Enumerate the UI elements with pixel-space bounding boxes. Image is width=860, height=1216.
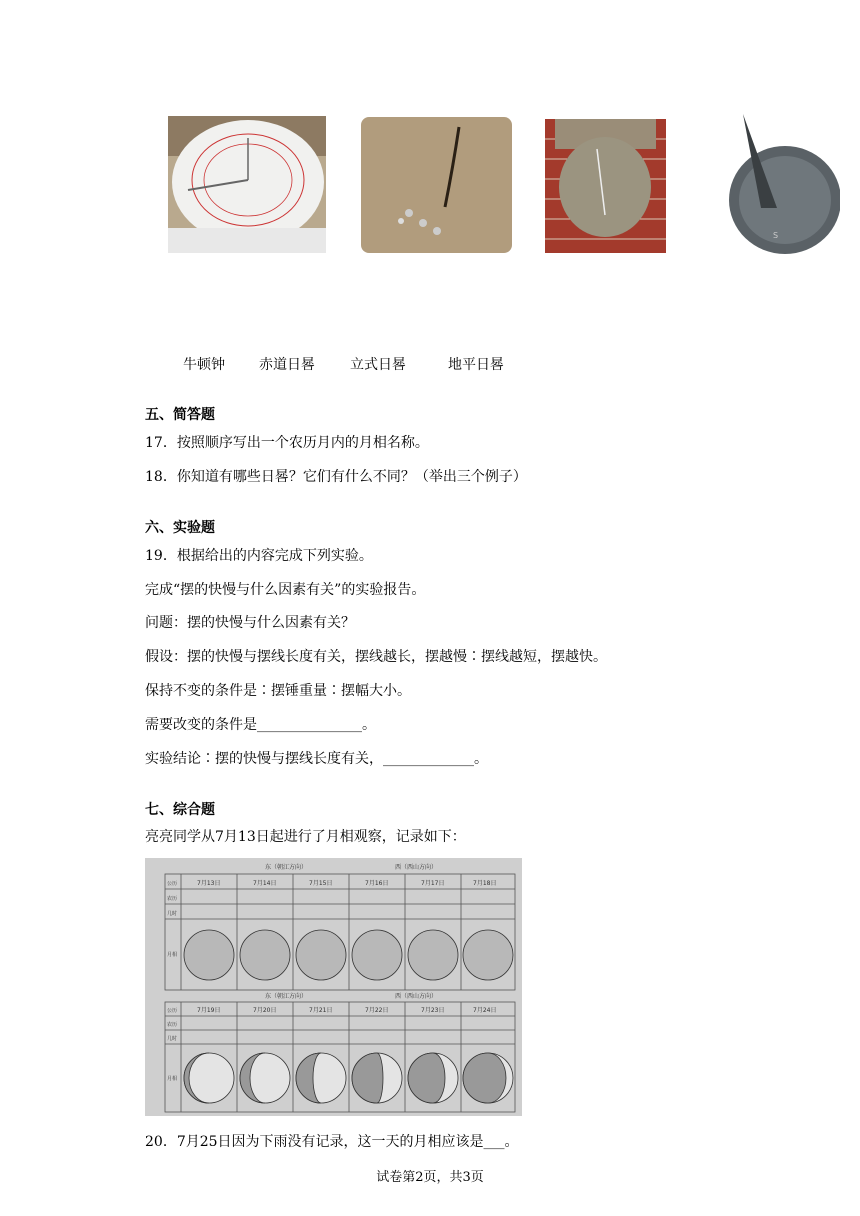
experiment-hypothesis: 假设：摆的快慢与摆线长度有关，摆线越长，摆越慢∶摆线越短，摆越快。 — [145, 649, 607, 665]
section5-heading: 五、简答题 — [145, 407, 215, 423]
experiment-conclusion: 实验结论∶摆的快慢与摆线长度有关，_____________。 — [145, 751, 488, 767]
direction-east-top: 东（朝江方向） — [265, 864, 308, 871]
section7-heading: 七、综合题 — [145, 802, 215, 818]
moon-observation-intro: 亮亮同学从7月13日起进行了月相观察，记录如下： — [145, 829, 466, 845]
vertical-sundial-photo — [545, 119, 666, 253]
page-footer: 试卷第2页，共3页 — [376, 1170, 484, 1185]
row-label-phase-2: 月相 — [167, 1076, 178, 1082]
row-label-gregorian: 公历 — [167, 881, 178, 887]
date-top-2: 7月14日 — [253, 880, 277, 887]
date-bottom-6: 7月24日 — [473, 1007, 497, 1014]
date-top-3: 7月15日 — [309, 880, 333, 887]
svg-text:S: S — [773, 231, 779, 240]
experiment-variable: 需要改变的条件是_______________。 — [145, 717, 376, 733]
caption-vertical-sundial: 立式日晷 — [350, 357, 406, 373]
direction-west-bottom: 西（西山方向） — [395, 993, 438, 1000]
question-19: 19．根据给出的内容完成下列实验。 — [145, 548, 373, 564]
equatorial-sundial-photo — [361, 117, 512, 253]
row-label-time: 几时 — [167, 911, 178, 917]
section6-heading: 六、实验题 — [145, 520, 215, 536]
direction-west-top: 西（西山方向） — [395, 864, 438, 871]
caption-newton-clock: 牛顿钟 — [183, 357, 225, 373]
row-label-gregorian-2: 公历 — [167, 1008, 178, 1014]
question-20: 20．7月25日因为下雨没有记录，这一天的月相应该是___。 — [145, 1134, 519, 1150]
horizontal-sundial-photo — [715, 110, 840, 256]
experiment-constants: 保持不变的条件是∶摆锤重量∶摆幅大小。 — [145, 683, 411, 699]
date-top-4: 7月16日 — [365, 880, 389, 887]
row-label-time-2: 几时 — [167, 1036, 178, 1042]
date-bottom-5: 7月23日 — [421, 1007, 445, 1014]
date-top-5: 7月17日 — [421, 880, 445, 887]
caption-equatorial-sundial: 赤道日晷 — [259, 357, 315, 373]
row-label-phase: 月相 — [167, 952, 178, 958]
date-bottom-3: 7月21日 — [309, 1007, 333, 1014]
moon-record-sheet — [145, 858, 522, 1116]
question-18: 18．你知道有哪些日晷？它们有什么不同？（举出三个例子） — [145, 469, 527, 485]
date-bottom-4: 7月22日 — [365, 1007, 389, 1014]
question-17: 17．按照顺序写出一个农历月内的月相名称。 — [145, 435, 429, 451]
date-top-6: 7月18日 — [473, 880, 497, 887]
row-label-lunar-2: 农历 — [167, 1022, 178, 1028]
direction-east-bottom: 东（朝江方向） — [265, 993, 308, 1000]
date-top-1: 7月13日 — [197, 880, 221, 887]
caption-horizontal-sundial: 地平日晷 — [448, 357, 504, 373]
experiment-task: 完成“摆的快慢与什么因素有关”的实验报告。 — [145, 582, 426, 598]
experiment-question: 问题：摆的快慢与什么因素有关？ — [145, 615, 355, 631]
date-bottom-2: 7月20日 — [253, 1007, 277, 1014]
row-label-lunar: 农历 — [167, 896, 178, 902]
newton-clock-photo — [168, 116, 326, 253]
date-bottom-1: 7月19日 — [197, 1007, 221, 1014]
